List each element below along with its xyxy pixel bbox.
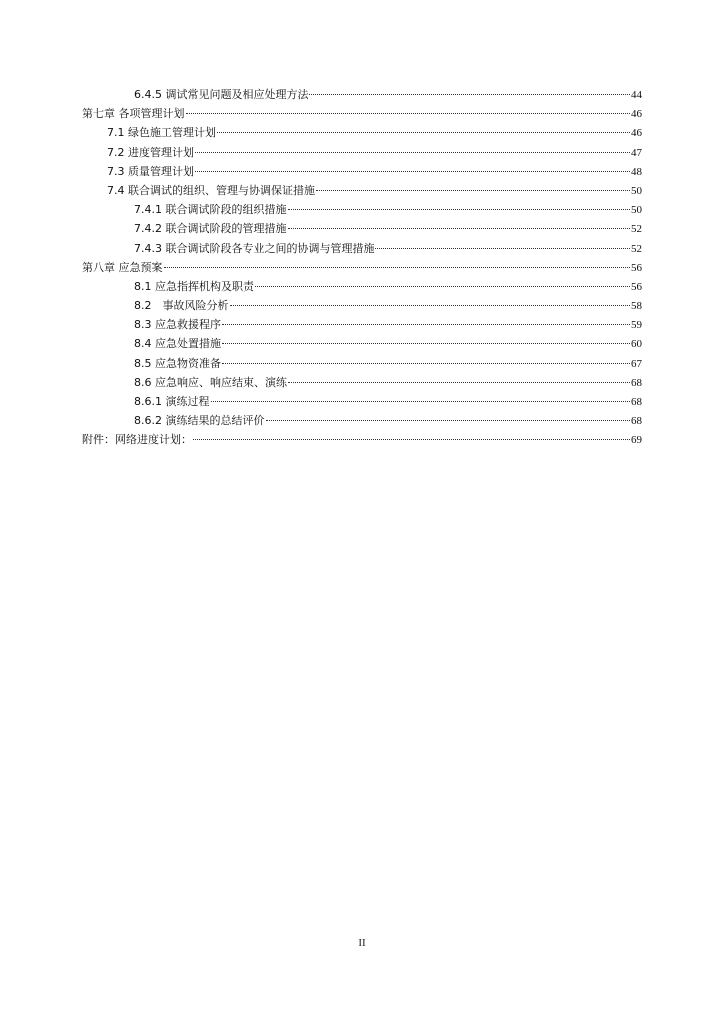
toc-entry[interactable] bbox=[82, 104, 642, 123]
toc-entry[interactable] bbox=[82, 143, 642, 162]
toc-entry-page: 68 bbox=[631, 396, 642, 408]
toc-entry-title: 6.4.5 调试常见问题及相应处理方法 bbox=[134, 88, 309, 101]
toc-dot-leader bbox=[164, 267, 631, 268]
toc-entry-page: 47 bbox=[631, 146, 642, 159]
toc-entry-title: 第八章 应急预案 bbox=[82, 260, 163, 274]
toc-entry-title: 8.6 应急响应、响应结束、演练 bbox=[134, 375, 287, 389]
toc-entry-page: 58 bbox=[631, 300, 642, 313]
toc-dot-leader bbox=[211, 401, 631, 402]
toc-entry-title: 8.3 应急救援程序 bbox=[134, 318, 221, 332]
toc-dot-leader bbox=[222, 324, 630, 325]
toc-entry[interactable] bbox=[82, 373, 642, 392]
toc-entry-page: 59 bbox=[631, 319, 642, 332]
toc-entry[interactable] bbox=[82, 181, 642, 200]
toc-entry-title: 7.3 质量管理计划 bbox=[107, 164, 194, 178]
toc-dot-leader bbox=[375, 248, 630, 249]
toc-entry-title: 8.6.1 演练过程 bbox=[134, 395, 210, 408]
toc-dot-leader bbox=[222, 363, 630, 364]
toc-entry-title: 7.1 绿色施工管理计划 bbox=[107, 126, 216, 140]
toc-entry[interactable] bbox=[82, 85, 642, 104]
toc-entry-title: 8.2 事故风险分析 bbox=[134, 299, 229, 313]
toc-entry-title: 8.5 应急物资准备 bbox=[134, 356, 221, 370]
toc-dot-leader bbox=[288, 228, 631, 229]
toc-entry-page: 67 bbox=[631, 357, 642, 370]
toc-dot-leader bbox=[186, 113, 631, 114]
toc-entry-page: 56 bbox=[631, 261, 642, 274]
toc-entry-page: 52 bbox=[631, 242, 642, 255]
toc-dot-leader bbox=[222, 343, 630, 344]
toc-entry[interactable] bbox=[82, 200, 642, 219]
toc-entry[interactable] bbox=[82, 334, 642, 353]
toc-entry[interactable] bbox=[82, 430, 642, 449]
toc-dot-leader bbox=[195, 152, 630, 153]
toc-entry[interactable] bbox=[82, 258, 642, 277]
toc-entry-title: 8.4 应急处置措施 bbox=[134, 337, 221, 351]
toc-entry-page: 50 bbox=[631, 204, 642, 217]
toc-entry-title: 7.4.3 联合调试阶段各专业之间的协调与管理措施 bbox=[134, 241, 375, 255]
page-number: II bbox=[358, 937, 366, 949]
toc-dot-leader bbox=[217, 132, 630, 133]
toc-entry-title: 附件：网络进度计划： bbox=[82, 433, 192, 447]
toc-entry-page: 56 bbox=[631, 280, 642, 293]
toc-entry-title: 7.4 联合调试的组织、管理与协调保证措施 bbox=[107, 183, 315, 197]
toc-entry-page: 46 bbox=[631, 108, 642, 121]
toc-dot-leader bbox=[255, 286, 630, 287]
toc-entry[interactable] bbox=[82, 411, 642, 430]
toc-entry[interactable] bbox=[82, 296, 642, 315]
toc-entry-page: 50 bbox=[631, 184, 642, 197]
toc-entry-title: 8.1 应急指挥机构及职责 bbox=[134, 279, 254, 293]
toc-entry[interactable] bbox=[82, 315, 642, 334]
toc-dot-leader bbox=[316, 190, 630, 191]
toc-entry-title: 第七章 各项管理计划 bbox=[82, 107, 185, 121]
toc-dot-leader bbox=[288, 209, 631, 210]
toc-entry[interactable] bbox=[82, 123, 642, 142]
toc-entry[interactable] bbox=[82, 162, 642, 181]
toc-entry-page: 68 bbox=[631, 415, 642, 428]
toc-entry-page: 52 bbox=[631, 223, 642, 236]
toc-dot-leader bbox=[266, 420, 631, 421]
toc-entry[interactable] bbox=[82, 239, 642, 258]
toc-entry-title: 8.6.2 演练结果的总结评价 bbox=[134, 414, 265, 428]
toc-dot-leader bbox=[193, 439, 630, 440]
toc-entry-page: 68 bbox=[631, 376, 642, 389]
toc-entry-title: 7.4.1 联合调试阶段的组织措施 bbox=[134, 203, 287, 217]
toc-dot-leader bbox=[309, 94, 630, 95]
toc-entry-title: 7.2 进度管理计划 bbox=[107, 145, 194, 159]
toc-entry-page: 44 bbox=[631, 89, 642, 101]
toc-entry[interactable] bbox=[82, 354, 642, 373]
table-of-contents bbox=[82, 85, 642, 450]
toc-entry-page: 69 bbox=[631, 434, 642, 447]
toc-entry[interactable] bbox=[82, 277, 642, 296]
toc-dot-leader bbox=[195, 171, 630, 172]
toc-entry[interactable] bbox=[82, 219, 642, 238]
toc-dot-leader bbox=[230, 305, 631, 306]
toc-entry-page: 48 bbox=[631, 165, 642, 178]
toc-entry-page: 60 bbox=[631, 338, 642, 351]
toc-dot-leader bbox=[288, 382, 630, 383]
toc-entry-page: 46 bbox=[631, 127, 642, 140]
toc-entry[interactable] bbox=[82, 392, 642, 411]
toc-entry-title: 7.4.2 联合调试阶段的管理措施 bbox=[134, 222, 287, 236]
